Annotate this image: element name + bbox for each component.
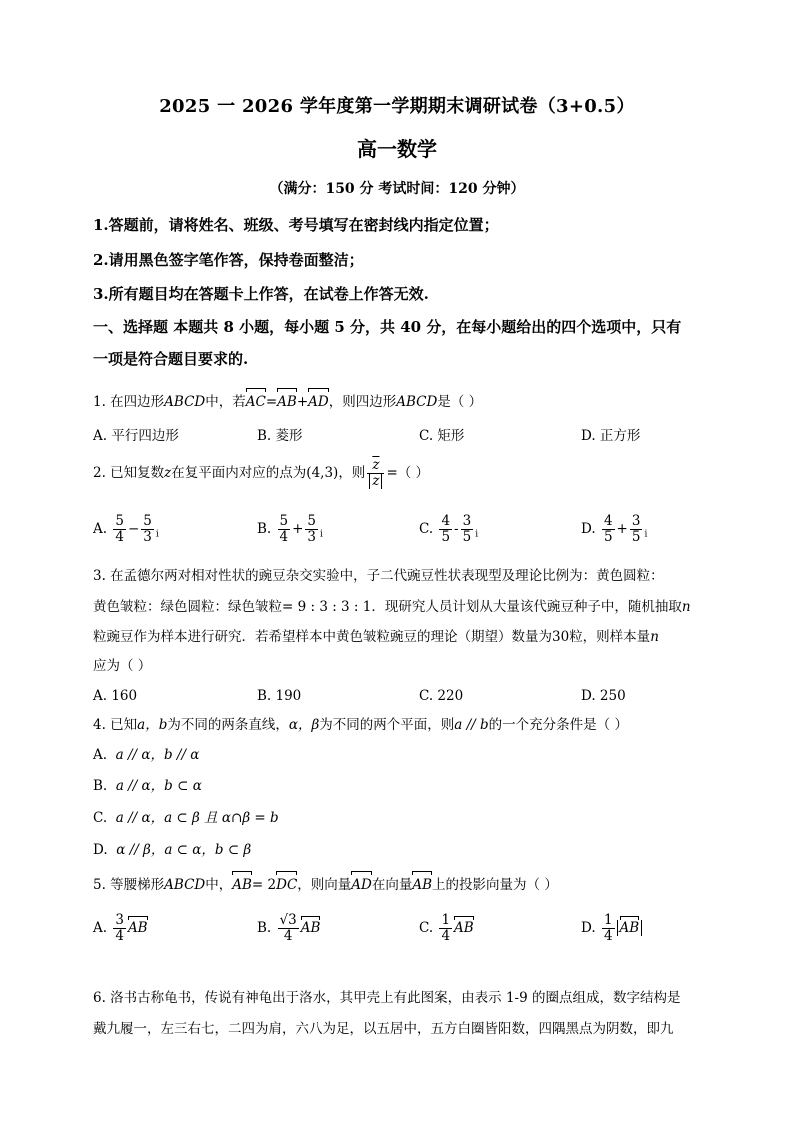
section-heading-line1: 一、选择题 本题共 8 小题，每小题 5 分，共 40 分，在每小题给出的四个选项中，只有	[93, 318, 682, 336]
option-a[interactable]: A. $\frac{5}{4}$ − $\frac{5}{3}$ $_i$	[93, 513, 159, 545]
question-5-stem: 5. 等腰梯形ABCD中，AB= 2DC，则向量AD在向量AB上的投影向量为（ ）	[93, 877, 558, 893]
option-b[interactable]: B. 190	[257, 688, 302, 704]
exam-meta: （满分：150 分 考试时间：120 分钟）	[269, 181, 525, 197]
option-d[interactable]: D. 正方形	[581, 428, 641, 444]
note-1: 1.答题前，请将姓名、班级、考号填写在密封线内指定位置；	[93, 216, 499, 234]
exam-title: 2025 一 2026 学年度第一学期期末调研试卷（3+0.5）	[159, 96, 635, 117]
question-3-line4: 应为（ ）	[93, 658, 152, 674]
option-c[interactable]: C. $\frac{1}{4}$ AB	[419, 912, 474, 944]
question-4-option-d[interactable]: D. α // β，a ⊂ α，b ⊂ β	[93, 842, 252, 858]
question-6-line1: 6. 洛书古称龟书，传说有神龟出于洛水，其甲壳上有此图案，由表示 1-9 的圈点组成，数字结构是	[93, 990, 681, 1006]
fraction-conj-over-abs: $\frac{\overline{z}}{z}$	[367, 458, 384, 489]
question-4-stem: 4. 已知a，b为不同的两条直线，α，β为不同的两个平面，则a // b的一个充分条件是（ ）	[93, 717, 628, 733]
question-3-line3: 粒豌豆作为样本进行研究．若希望样本中黄色皱粒豌豆的理论（期望）数量为30粒，则样本量n	[93, 629, 659, 645]
note-3: 3.所有题目均在答题卡上作答，在试卷上作答无效.	[93, 285, 429, 303]
option-a[interactable]: A. 160	[93, 688, 138, 704]
option-a[interactable]: A. 平行四边形	[93, 428, 179, 444]
option-d[interactable]: D. 250	[581, 688, 626, 704]
exam-subtitle: 高一数学	[357, 137, 437, 161]
question-3-line2: 黄色皱粒：绿色圆粒：绿色皱粒= 9 : 3 : 3 : 1．现研究人员计划从大量该代豌豆种子中，随机抽取n	[93, 599, 691, 615]
option-b[interactable]: B. $\frac{5}{4}$ + $\frac{5}{3}$ $_i$	[257, 513, 323, 545]
question-3-line1: 3. 在孟德尔两对相对性状的豌豆杂交实验中，子二代豌豆性状表现型及理论比例为：黄色圆粒：	[93, 568, 664, 584]
option-a[interactable]: A. $\frac{3}{4}$ AB	[93, 912, 148, 944]
option-b[interactable]: B. 菱形	[257, 428, 303, 444]
section-heading	[93, 311, 705, 375]
question-1-stem: 1. 在四边形ABCD中，若AC=AB+AD，则四边形ABCD是（ ）	[93, 394, 483, 410]
note-2: 2.请用黑色签字笔作答，保持卷面整洁；	[93, 251, 364, 269]
question-4-option-c[interactable]: C. a // α，a ⊂ β 且 α∩β = b	[93, 810, 279, 826]
question-2-stem: 2. 已知复数z在复平面内对应的点为(4,3)，则 $\frac{\overline{z}}{z}$ =（ ）	[93, 457, 430, 489]
option-b[interactable]: B. $\frac{√3}{4}$ AB	[257, 912, 321, 944]
question-4-option-a[interactable]: A. a // α，b // α	[93, 747, 200, 763]
section-heading-line2: 一项是符合题目要求的.	[93, 350, 249, 368]
question-4-option-b[interactable]: B. a // α，b ⊂ α	[93, 778, 202, 794]
option-d[interactable]: D. $\frac{4}{5}$ + $\frac{3}{5}$ $_i$	[581, 513, 648, 545]
question-6-line2: 戴九履一，左三右七，二四为肩，六八为足，以五居中，五方白圈皆阳数，四隅黑点为阴数，即九	[93, 1021, 674, 1037]
option-c[interactable]: C. 220	[419, 688, 464, 704]
option-c[interactable]: C. 矩形	[419, 428, 465, 444]
option-c[interactable]: C. $\frac{4}{5}$ - $\frac{3}{5}$ $_i$	[419, 513, 479, 545]
option-d[interactable]: D. $\frac{1}{4}$ AB	[581, 913, 642, 944]
